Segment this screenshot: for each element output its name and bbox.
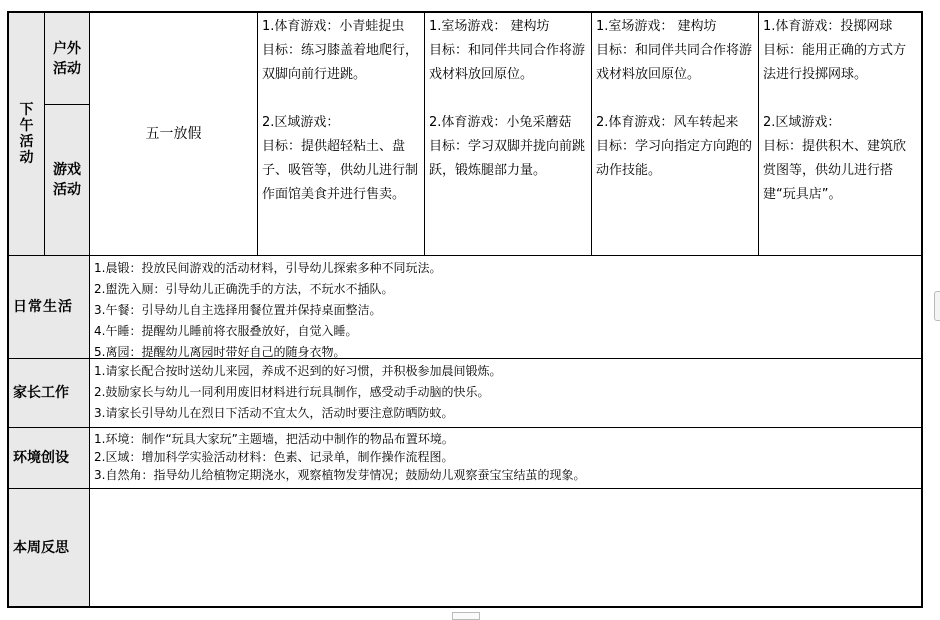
- outdoor-activity-goal: 目标：练习膝盖着地爬行，双脚向前行进跳。: [262, 43, 419, 82]
- game-activity-goal: 目标：学习向指定方向跑的动作技能。: [596, 139, 753, 178]
- game-activity-title: 2.体育游戏：风车转起来: [596, 115, 739, 130]
- environment-list: [90, 428, 921, 488]
- weekly-plan-table: [7, 11, 923, 608]
- list-item: 4.午睡：提醒幼儿睡前将衣服叠放好，自觉入睡。: [94, 324, 358, 338]
- parent-work-label: 家长工作: [13, 385, 69, 401]
- outdoor-activity-title: 1.体育游戏：投掷网球: [763, 19, 893, 34]
- list-item: 2.鼓励家长与幼儿一同利用废旧材料进行玩具制作，感受动手动脑的快乐。: [94, 385, 490, 399]
- game-activity-goal: 目标：学习双脚并拢向前跳跃，锻炼腿部力量。: [429, 139, 586, 178]
- day-column-2: [425, 13, 591, 255]
- list-item: 1.请家长配合按时送幼儿来园，养成不迟到的好习惯，并积极参加晨间锻炼。: [94, 364, 502, 378]
- parent-work-list: [90, 359, 921, 427]
- page-break-marker: [452, 612, 480, 620]
- reflection-label: 本周反思: [13, 539, 69, 556]
- outdoor-activity-goal: 目标：和同伴共同合作将游戏材料放回原位。: [596, 43, 753, 82]
- afternoon-label: 下午活动: [19, 102, 34, 166]
- list-item: 3.请家长引导幼儿在烈日下活动不宜太久，活动时要注意防晒防蚊。: [94, 406, 454, 420]
- game-activity-goal: 目标：提供积木、建筑欣赏图等，供幼儿进行搭建“玩具店”。: [763, 139, 907, 202]
- outdoor-activity-goal: 目标：和同伴共同合作将游戏材料放回原位。: [429, 43, 586, 82]
- list-item: 3.午餐：引导幼儿自主选择用餐位置并保持桌面整洁。: [94, 303, 382, 317]
- outdoor-activity-title: 1.室场游戏： 建构坊: [596, 19, 717, 34]
- daily-life-list: [90, 256, 921, 358]
- outdoor-activity-label: 户外活动: [53, 40, 81, 77]
- environment-label: 环境创设: [13, 450, 69, 466]
- outdoor-activity-title: 1.室场游戏： 建构坊: [429, 19, 550, 34]
- list-item: 5.离园：提醒幼儿离园时带好自己的随身衣物。: [94, 345, 346, 359]
- day-column-4: [759, 13, 921, 255]
- list-item: 1.晨锻：投放民间游戏的活动材料，引导幼儿探索多种不同玩法。: [94, 261, 442, 275]
- list-item: 3.自然角：指导幼儿给植物定期浇水，观察植物发芽情况；鼓励幼儿观察蚕宝宝结茧的现象。: [94, 468, 586, 482]
- game-activity-title: 2.区域游戏：: [763, 115, 841, 130]
- daily-life-label: 日常生活: [13, 299, 73, 315]
- game-activity-title: 2.区域游戏：: [262, 115, 340, 130]
- game-activity-goal: 目标：提供超轻粘土、盘子、吸管等，供幼儿进行制作面馆美食并进行售卖。: [262, 139, 419, 202]
- holiday-cell: 五一放假: [145, 126, 202, 142]
- reflection-content[interactable]: [90, 489, 921, 606]
- list-item: 2.盥洗入厕：引导幼儿正确洗手的方法，不玩水不插队。: [94, 282, 394, 296]
- game-activity-label: 游戏活动: [53, 162, 81, 198]
- side-scroll-handle[interactable]: [934, 291, 940, 321]
- list-item: 1.环境：制作“玩具大家玩”主题墙，把活动中制作的物品布置环境。: [94, 432, 454, 446]
- list-item: 2.区域：增加科学实验活动材料：色素、记录单，制作操作流程图。: [94, 450, 454, 464]
- outdoor-activity-title: 1.体育游戏：小青蛙捉虫: [262, 19, 405, 34]
- outdoor-activity-goal: 目标：能用正确的方式方法进行投掷网球。: [763, 43, 907, 82]
- day-column-3: [592, 13, 758, 255]
- day-column-1: [258, 13, 424, 255]
- game-activity-title: 2.体育游戏：小兔采蘑菇: [429, 115, 572, 130]
